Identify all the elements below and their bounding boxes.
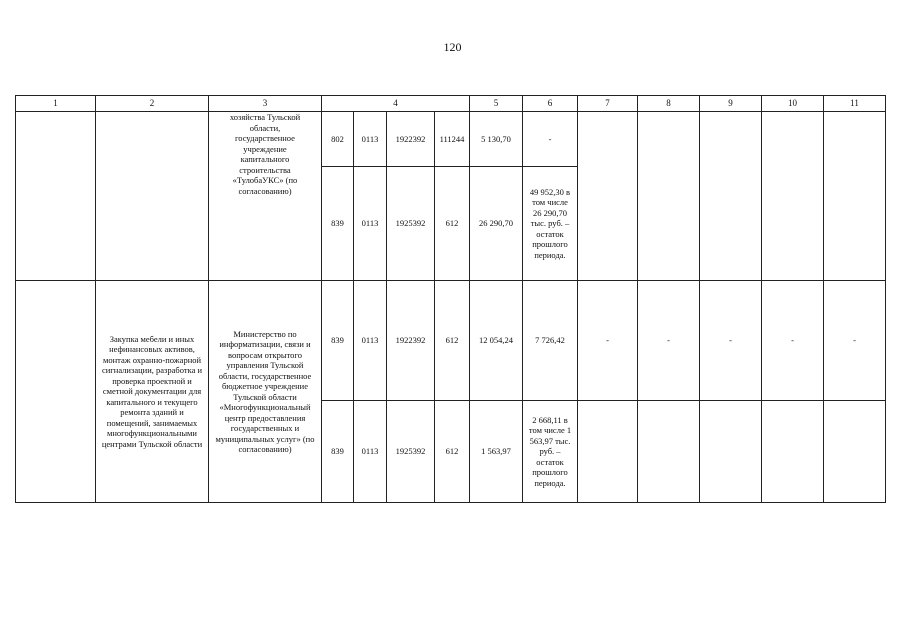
block1-row2-code-d: 612 — [435, 167, 470, 281]
block1-col7 — [578, 112, 638, 281]
block1-row2-amount: 26 290,70 — [470, 167, 523, 281]
block1-row1-code-b: 0113 — [354, 112, 387, 167]
block2-row1-col11: - — [824, 281, 886, 401]
block1-row1-amount: 5 130,70 — [470, 112, 523, 167]
block1-row1-code-c: 1922392 — [387, 112, 435, 167]
block2-col1 — [16, 281, 96, 503]
block2-row1-code-b: 0113 — [354, 281, 387, 401]
block2-row1-amount: 12 054,24 — [470, 281, 523, 401]
block2-row1-col7: - — [578, 281, 638, 401]
block2-row1-col9: - — [700, 281, 762, 401]
header-col-7: 7 — [578, 96, 638, 112]
block2-row1-col8: - — [638, 281, 700, 401]
block1-row1-col6: - — [523, 112, 578, 167]
block1-row2-code-a: 839 — [322, 167, 354, 281]
block2-row1-code-a: 839 — [322, 281, 354, 401]
header-row — [16, 96, 886, 112]
block2-organization — [209, 281, 322, 503]
block2-row2-col7 — [578, 401, 638, 503]
block1-organization — [209, 112, 322, 281]
block1-col9 — [700, 112, 762, 281]
block2-row1-col6: 7 726,42 — [523, 281, 578, 401]
block1-row2-col6-text: 49 952,30 в том числе 26 290,70 тыс. руб. – остаток прошлого периода. — [529, 186, 571, 260]
page-number: 120 — [443, 40, 462, 54]
block1-row2-code-c: 1925392 — [387, 167, 435, 281]
block2-row1-code-d: 612 — [435, 281, 470, 401]
header-col-8: 8 — [638, 96, 700, 112]
block1-row1-code-a: 802 — [322, 112, 354, 167]
block2-row2-col11 — [824, 401, 886, 503]
header-col-10: 10 — [762, 96, 824, 112]
block2-row2-col6-text: 2 668,11 в том числе 1 563,97 тыс. руб. – остаток прошлого периода. — [528, 414, 572, 488]
header-col-5: 5 — [470, 96, 523, 112]
block1-row1-code-d: 111244 — [435, 112, 470, 167]
budget-table — [15, 95, 886, 503]
block1-row2-code-b: 0113 — [354, 167, 387, 281]
block2-row2-col6 — [523, 401, 578, 503]
block2-row2-col8 — [638, 401, 700, 503]
block1-col1 — [16, 112, 96, 281]
block1-col11 — [824, 112, 886, 281]
header-col-1: 1 — [16, 96, 96, 112]
header-col-11: 11 — [824, 96, 886, 112]
block2-row1-col10: - — [762, 281, 824, 401]
block2-row2-code-a: 839 — [322, 401, 354, 503]
block1-col10 — [762, 112, 824, 281]
block2-row1-code-c: 1922392 — [387, 281, 435, 401]
header-col-4: 4 — [322, 96, 470, 112]
block2-description-text: Закупка мебели и иных нефинансовых активов, монтаж охранно-пожарной сигнализации, разработка и проверка проектной и сметной документации для капитального и текущего ремонта зданий и помещений, занимаемых многофункциональными центрами Тульской области — [101, 333, 203, 449]
block2-row2-code-d: 612 — [435, 401, 470, 503]
header-col-6: 6 — [523, 96, 578, 112]
block2-row2-amount: 1 563,97 — [470, 401, 523, 503]
block2-row2-code-b: 0113 — [354, 401, 387, 503]
block1-col2 — [96, 112, 209, 281]
block2-organization-text: Министерство по информатизации, связи и вопросам открытого управления Тульской области, государственное бюджетное учреждение Тульской области «Многофункциональный центр предоставления государственных и муниципальных услуг» (по согласованию) — [215, 328, 315, 454]
header-col-2: 2 — [96, 96, 209, 112]
block2-row2-code-c: 1925392 — [387, 401, 435, 503]
header-col-3: 3 — [209, 96, 322, 112]
block1-col8 — [638, 112, 700, 281]
table-row — [16, 112, 886, 167]
block2-description — [96, 281, 209, 503]
table-row — [16, 281, 886, 401]
block2-row2-col9 — [700, 401, 762, 503]
block2-row2-col10 — [762, 401, 824, 503]
header-col-9: 9 — [700, 96, 762, 112]
block1-row2-col6 — [523, 167, 578, 281]
block1-organization-text: хозяйства Тульской области, государственное учреждение капитального строительства «ТулобаУКС» (по согласованию) — [229, 112, 301, 196]
